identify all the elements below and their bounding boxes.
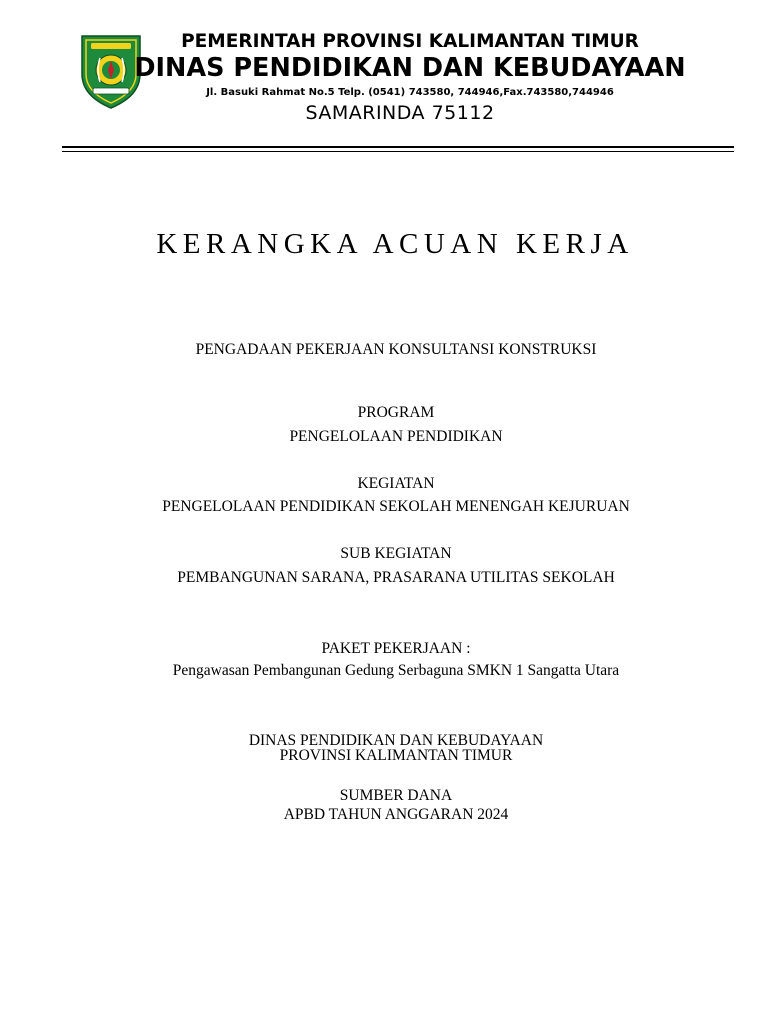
package-value: Pengawasan Pembangunan Gedung Serbaguna SMKN 1 Sangatta Utara [172, 662, 620, 679]
government-name: PEMERINTAH PROVINSI KALIMANTAN TIMUR [181, 31, 639, 52]
document-title: KERANGKA ACUAN KERJA [156, 228, 634, 260]
sub-activity-value: PEMBANGUNAN SARANA, PRASARANA UTILITAS SEKOLAH [177, 569, 615, 586]
package-label: PAKET PEKERJAAN : [321, 640, 471, 657]
issuer-line-1: DINAS PENDIDIKAN DAN KEBUDAYAAN [248, 732, 544, 749]
issuer-line-2: PROVINSI KALIMANTAN TIMUR [279, 747, 513, 764]
activity-label: KEGIATAN [357, 475, 435, 492]
activity-value: PENGELOLAAN PENDIDIKAN SEKOLAH MENENGAH KEJURUAN [162, 498, 630, 515]
agency-name: DINAS PENDIDIKAN DAN KEBUDAYAAN [134, 53, 686, 83]
sub-activity-label: SUB KEGIATAN [340, 545, 452, 562]
agency-city: SAMARINDA 75112 [305, 102, 495, 124]
agency-address: Jl. Basuki Rahmat No.5 Telp. (0541) 743580, 744946,Fax.743580,744946 [206, 87, 614, 98]
program-value: PENGELOLAAN PENDIDIKAN [289, 428, 503, 445]
header-divider-thin [62, 151, 734, 152]
header-divider-thick [62, 146, 734, 148]
funding-value: APBD TAHUN ANGGARAN 2024 [283, 806, 509, 823]
funding-label: SUMBER DANA [339, 787, 453, 804]
procurement-type: PENGADAAN PEKERJAAN KONSULTANSI KONSTRUKSI [195, 341, 597, 358]
program-label: PROGRAM [357, 404, 435, 421]
